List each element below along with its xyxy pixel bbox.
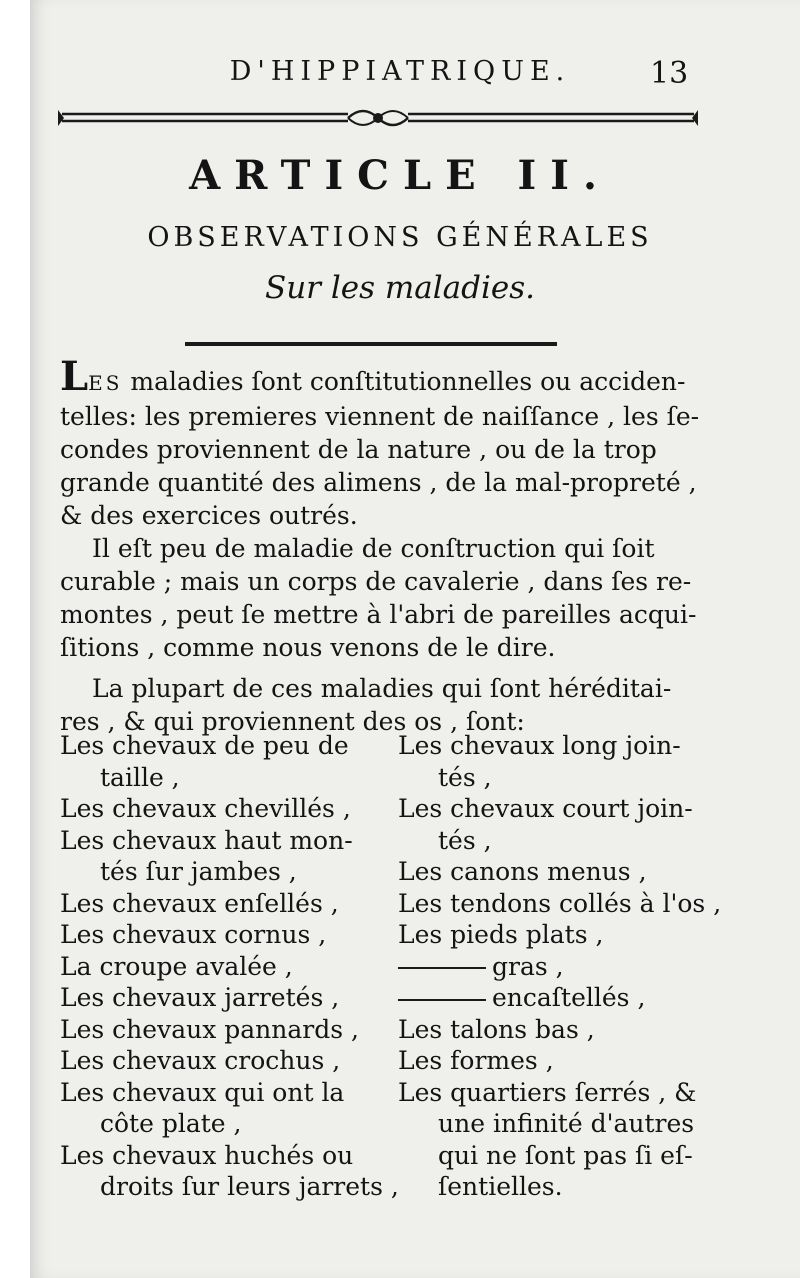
list-item: Les quartiers ſerrés , & [398,1077,697,1107]
ditto-dash [398,967,486,969]
list-item: Les chevaux crochus , [60,1046,341,1075]
list-item: droits ſur leurs jarrets , [100,1172,399,1201]
paragraph-line: & des exercices outrés. [60,501,358,530]
list-item-text: encaſtellés , [492,983,646,1012]
list-item-text: gras , [492,951,564,981]
list-item: Les chevaux jarretés , [60,983,340,1012]
list-item: ſentielles. [438,1172,563,1201]
list-item: Les chevaux pannards , [60,1014,359,1044]
section-subtitle: Sur les maladies. [264,270,536,306]
list-item: Les talons bas , [398,1014,595,1044]
list-item: tés , [438,762,492,792]
list-item: La croupe avalée , [60,951,293,981]
list-item: Les chevaux chevillés , [60,794,351,823]
paragraph-line: ſitions , comme nous venons de le dire. [60,633,556,662]
list-item-ditto [398,951,728,983]
book-page [30,0,800,1278]
list-item: Les chevaux huchés ou [60,1140,354,1170]
list-item: Les tendons collés à l'os , [398,888,722,918]
list-left-column [60,730,400,1203]
paragraph-line: telles: les premieres viennent de naiſſance , les ſe- [60,402,700,431]
paragraph-line: condes proviennent de la nature , ou de la trop [60,435,657,464]
first-word-rest: ES [88,371,123,395]
list-item: une infinité d'autres [438,1109,695,1138]
body-text [60,353,710,738]
list-item: qui ne ſont pas ſi eſ- [438,1140,693,1170]
ditto-dash [398,999,486,1001]
paragraph-line [60,353,710,400]
list-item: Les chevaux enſellés , [60,888,339,918]
list-item: Les chevaux long join- [398,731,681,760]
title-rule [185,342,557,346]
paragraph-line: Il eſt peu de maladie de conſtruction qui ſoit [92,534,655,563]
drop-cap: L [60,353,89,400]
paragraph-line: montes , peut ſe mettre à l'abri de pareilles acqui- [60,600,697,629]
list-item: Les pieds plats , [398,920,604,949]
section-title: OBSERVATIONS GÉNÉRALES [147,222,653,253]
list-item: tés ſur jambes , [100,857,297,886]
paragraph-line: curable ; mais un corps de cavalerie , dans ſes re- [60,567,692,596]
list-right-column [398,730,728,1203]
page-number: 13 [650,56,689,91]
paragraph-line: grande quantité des alimens , de la mal-propreté , [60,468,697,497]
running-title: D'HIPPIATRIQUE. [229,56,571,87]
article-heading: ARTICLE II. [189,152,611,199]
list-item: tés , [438,825,492,855]
list-item: Les chevaux de peu de [60,731,349,760]
ornamental-rule [58,102,698,134]
list-item: Les chevaux cornus , [60,920,327,949]
list-item: Les formes , [398,1046,554,1075]
list-item: Les chevaux court join- [398,794,693,823]
list-item: Les chevaux qui ont la [60,1077,345,1107]
paragraph-line: La plupart de ces maladies qui ſont héréditai- [92,674,672,703]
list-item: côte plate , [100,1109,242,1138]
list-item: Les canons menus , [398,857,647,886]
paragraph-line: res , & qui proviennent des os , ſont: [60,707,525,736]
paragraph-line-text: maladies ſont conſtitutionnelles ou acciden- [130,367,686,396]
list-item-ditto [398,982,728,1014]
list-item: taille , [100,762,180,792]
list-item: Les chevaux haut mon- [60,825,353,855]
page-header [30,52,800,102]
